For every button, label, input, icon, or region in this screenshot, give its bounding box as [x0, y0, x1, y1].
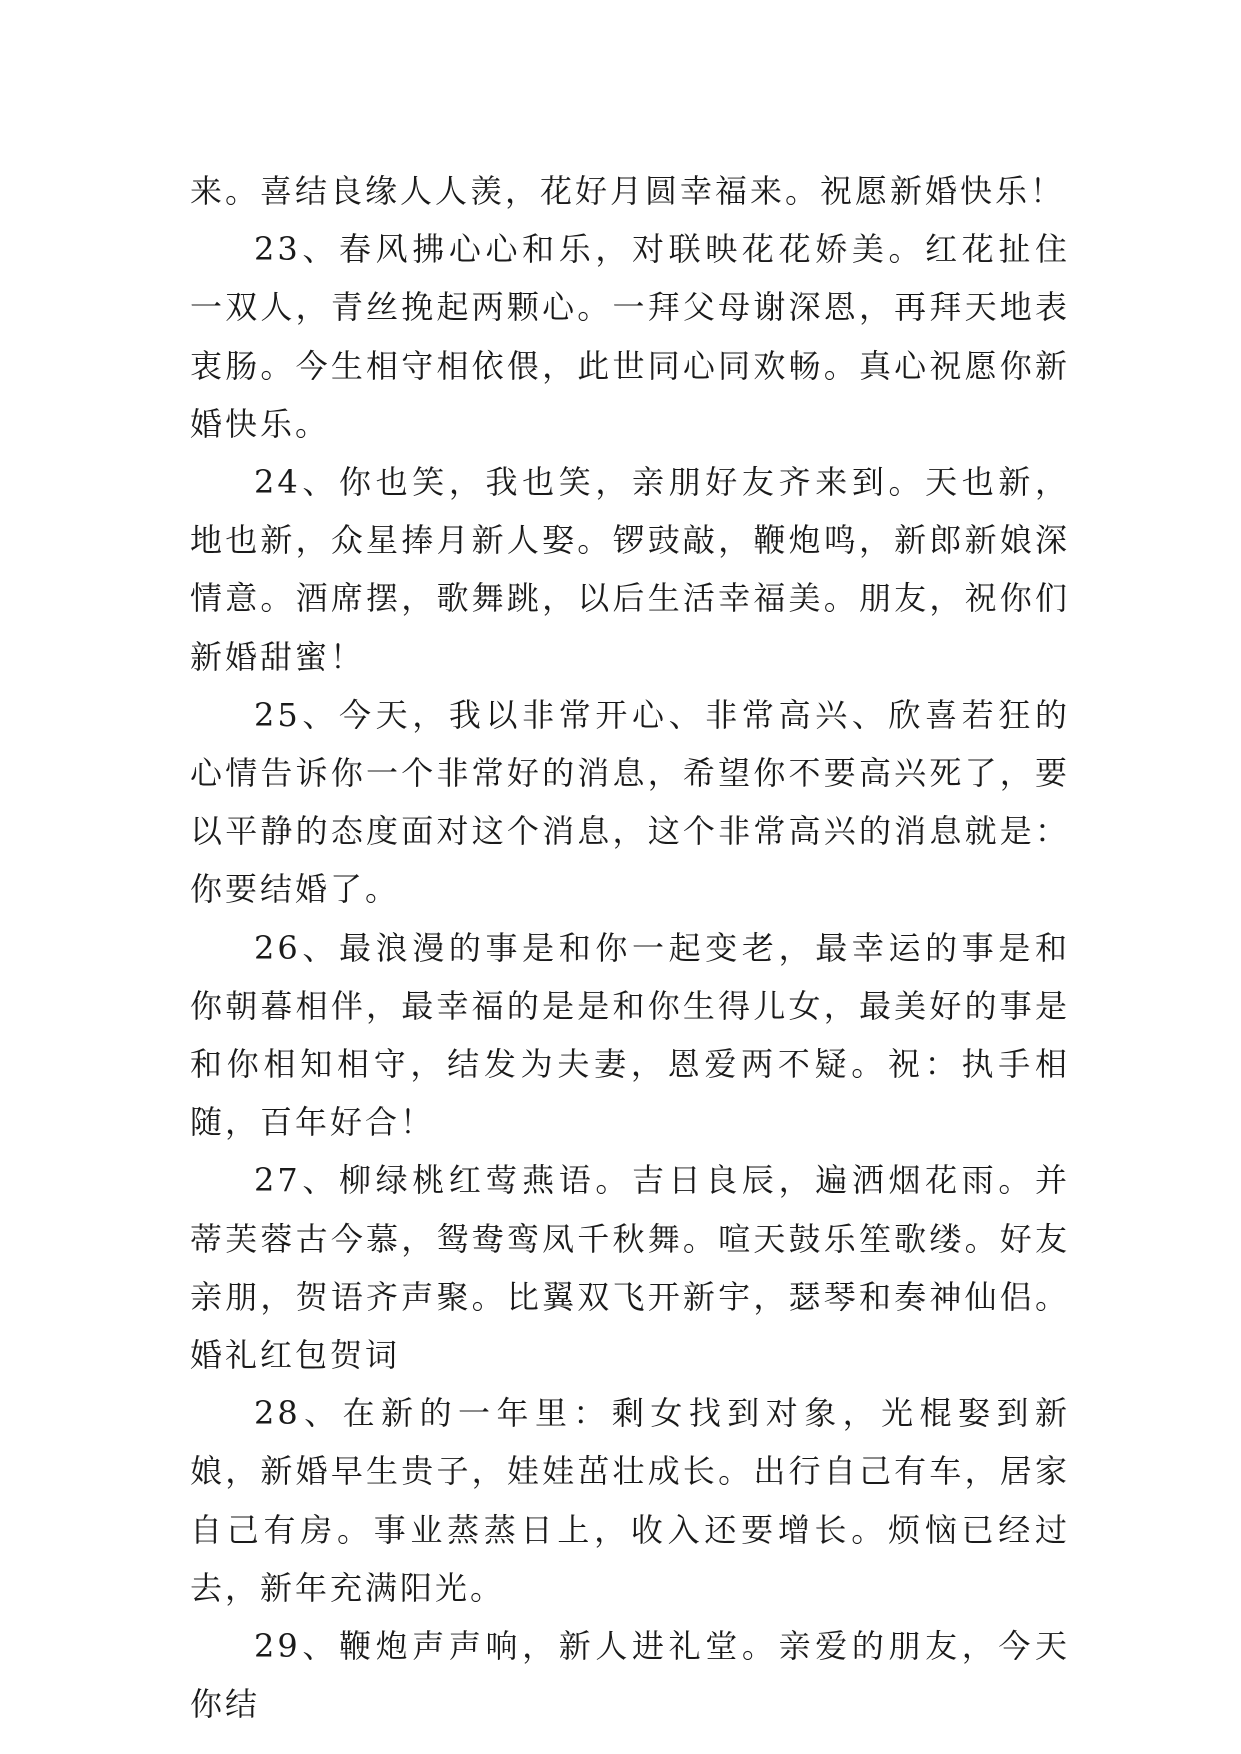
paragraph-continuation: 来。喜结良缘人人羡，花好月圆幸福来。祝愿新婚快乐！ [190, 172, 1066, 210]
document-body [190, 162, 1070, 1733]
paragraph-28: 28、在新的一年里：剩女找到对象，光棍娶到新娘，新婚早生贵子，娃娃茁壮成长。出行自己有车，居家自己有房。事业蒸蒸日上，收入还要增长。烦恼已经过去，新年充满阳光。 [190, 1394, 1070, 1607]
paragraph-26: 26、最浪漫的事是和你一起变老，最幸运的事是和你朝暮相伴，最幸福的是是和你生得儿女，最美好的事是和你相知相守，结发为夫妻，恩爱两不疑。祝：执手相随，百年好合！ [190, 928, 1070, 1142]
paragraph-24: 24、你也笑，我也笑，亲朋好友齐来到。天也新，地也新，众星捧月新人娶。锣豉敲，鞭炮鸣，新郎新娘深情意。酒席摆，歌舞跳，以后生活幸福美。朋友，祝你们新婚甜蜜！ [190, 463, 1070, 676]
paragraph-27: 27、柳绿桃红莺燕语。吉日良辰，遍洒烟花雨。并蒂芙蓉古今慕，鸳鸯鸾凤千秋舞。喧天鼓乐笙歌缕。好友亲朋，贺语齐声聚。比翼双飞开新宇，瑟琴和奏神仙侣。婚礼红包贺词 [190, 1161, 1070, 1375]
paragraph-23: 23、春风拂心心和乐，对联映花花娇美。红花扯住一双人，青丝挽起两颗心。一拜父母谢深恩，再拜天地表衷肠。今生相守相依偎，此世同心同欢畅。真心祝愿你新婚快乐。 [190, 230, 1070, 443]
paragraph-25: 25、今天，我以非常开心、非常高兴、欣喜若狂的心情告诉你一个非常好的消息，希望你不要高兴死了，要以平静的态度面对这个消息，这个非常高兴的消息就是：你要结婚了。 [190, 695, 1070, 909]
paragraph-29: 29、鞭炮声声响，新人进礼堂。亲爱的朋友，今天你结 [190, 1627, 1070, 1724]
